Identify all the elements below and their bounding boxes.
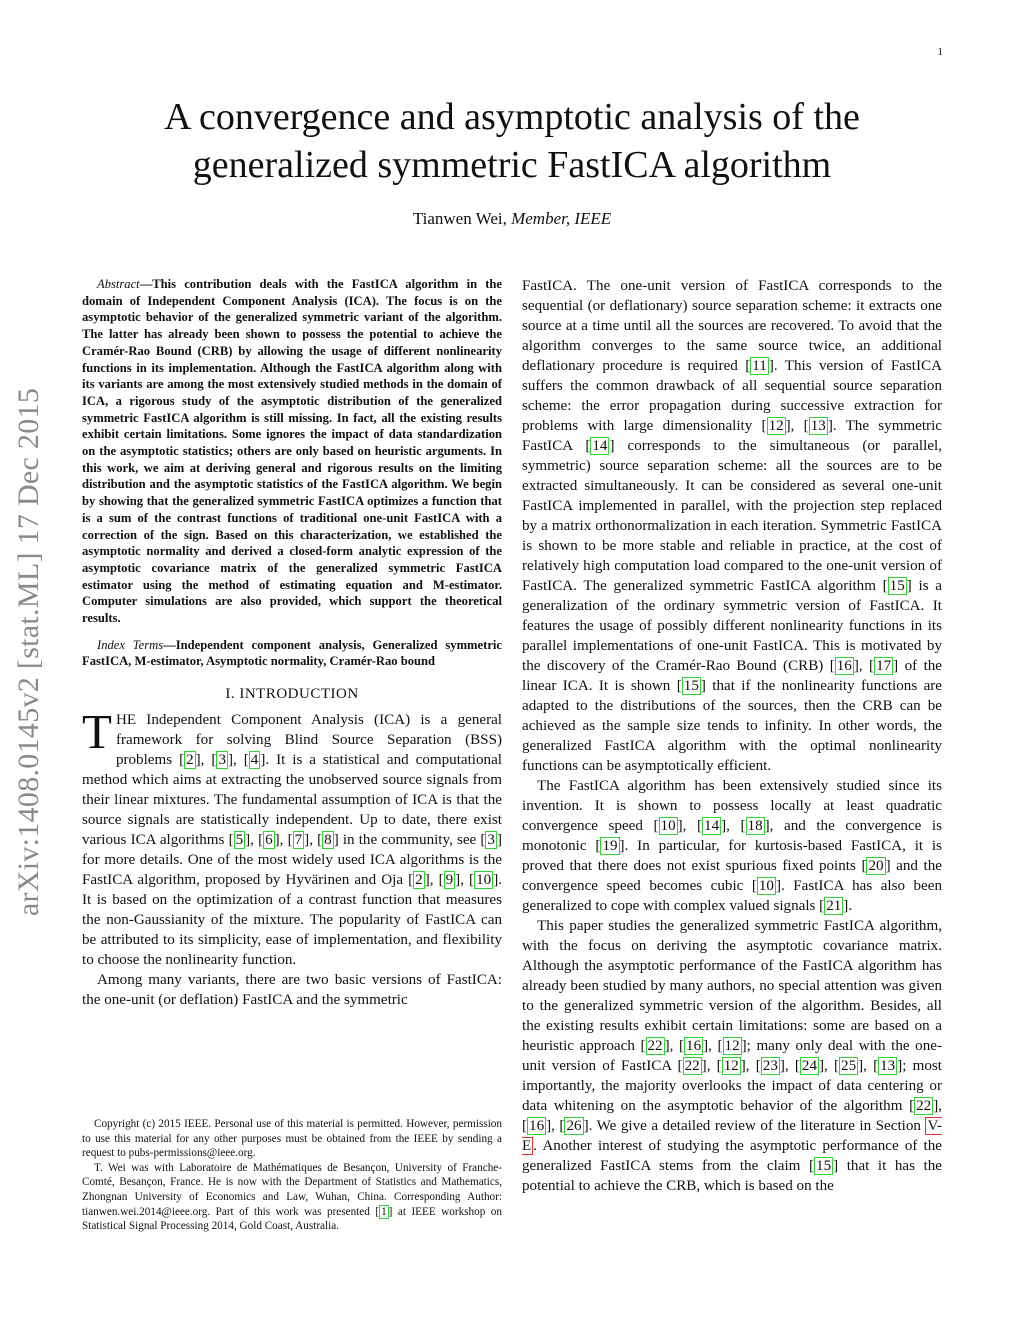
body-paragraph-1: FastICA. The one-unit version of FastICA corresponds to the sequential (or deflationary) source separation scheme: it extracts one source at a time until all the sources are recovered. To avoid that the algorithm converges to the same source twice, an additional deflationary procedure is required [ 11 ]. This version of FastICA suffers the common drawback of all sequential source separation scheme: the error propagation during successive extraction for problems with large dimensionality [ 12 ], [ 13 ]. The symmetric FastICA [ 14 ] corresponds to the simultaneous (or parallel, symmetric) source separation scheme: all the sources are to be extracted simultaneously. It can be considered as several one-unit FastICA implemented in parallel, with the projection step replaced by a matrix orthonormalization in each iteration. Symmetric FastICA is shown to be more stable and reliable in practice, at the cost of relatively high computation load compared to the one-unit version of FastICA. The generalized symmetric FastICA algorithm [ 15 ] is a generalization of the ordinary symmetric version of FastICA. It features the usage of possibly different nonlinearity functions in its parallel implementations of one-unit FastICA. This is motivated by the discovery of the Cramér-Rao Bound (CRB) [ 16 ], [ 17 ] of the linear ICA. It is shown [ 15 ] that if the nonlinearity functions are adapted to the distributions of the sources, then the CRB can be achieved as the sample size tends to infinity. In other words, the generalized FastICA algorithm with the optimal nonlinearity functions can be asymptotically efficient. (522, 278, 943, 774)
footnote (82, 1117, 502, 1234)
section-cross-reference[interactable]: V-E (522, 1118, 942, 1154)
citation-link[interactable]: 11 (752, 358, 767, 374)
title-line-2: generalized symmetric FastICA algorithm (192, 144, 832, 186)
citation-link[interactable]: 13 (810, 418, 826, 434)
citation-link[interactable]: 8 (324, 832, 332, 849)
citation-link[interactable]: 19 (602, 838, 618, 854)
copyright-notice: Copyright (c) 2015 IEEE. Personal use of this material is permitted. However, permission to use this material for any other purposes must be obtained from the IEEE by sending a request to pubs-permissions@ieee.org. (82, 1118, 502, 1160)
citation-link[interactable]: 3 (487, 832, 495, 849)
text-run: ; many only deal with the one-unit version of FastICA (522, 1038, 942, 1074)
citation-link[interactable]: 16 (529, 1118, 545, 1134)
text-run: The FastICA algorithm has been extensively studied since its invention. It is shown to possess locally at least quadratic convergence speed (522, 778, 942, 834)
abstract-text: —This contribution deals with the FastICA algorithm in the domain of Independent Component Analysis (ICA). The focus is on the asymptotic behavior of the generalized symmetric variant of the algorithm. The latter has already been shown to possess the potential to achieve the Cramér-Rao Bound (CRB) by allowing the usage of different nonlinearity functions in its implementation. Although the FastICA algorithm along with its variants are among the most extensively studied methods in the domain of ICA, a rigorous study of the asymptotic distribution of the generalized symmetric FastICA algorithm is still missing. In fact, all the existing results exhibit certain limitations. Some ignores the impact of data standardization on the asymptotic statistics; others are only based on heuristic arguments. In this work, we aim at deriving general and rigorous results on the limiting distribution and the asymptotic statistics of the FastICA algorithm. We begin by showing that the generalized symmetric FastICA optimizes a function that is a sum of the contrast functions of traditional one-unit FastICA with a correction of the sign. Based on this characterization, we established the asymptotic normality and derived a closed-form analytic expression of the asymptotic covariance matrix of the generalized symmetric FastICA estimator using the method of estimating equation and M-estimator. Computer simulations are also provided, which support the theoretical results. (82, 277, 502, 626)
text-run: . Another interest of studying the asymptotic performance of the generalized FastICA stems from the claim (522, 1138, 942, 1174)
citation-link[interactable]: 12 (723, 1058, 739, 1074)
text-run: that it has the potential to achieve the CRB, which is based on the (522, 1158, 942, 1194)
drop-cap: T (82, 704, 112, 760)
body-paragraph-3: This paper studies the generalized symmetric FastICA algorithm, with the focus on deriving the asymptotic covariance matrix. Although the asymptotic performance of the FastICA algorithm has already been studied by many authors, no special attention was given to the generalized symmetric version of the algorithm. Besides, all the existing results exhibit certain limitations: some are based on a heuristic approach [ 22 ], [ 16 ], [ 12 ]; many only deal with the one-unit version of FastICA [ 22 ], [ 12 ], [ 23 ], [ 24 ], [ 25 ], [ 13 ]; most importantly, the majority overlooks the impact of data centering or data whitening on the asymptotic behavior of the algorithm [ 22 ], [ 16 ], [ 26 ]. We give a detailed review of the literature in Section V-E . Another interest of studying the asymptotic performance of the generalized FastICA stems from the claim [ 15 ] that it has the potential to achieve the CRB, which is based on the (522, 918, 942, 1194)
paper-title (82, 93, 942, 189)
citation-link[interactable]: 25 (841, 1058, 857, 1074)
citation-link[interactable]: 21 (826, 898, 842, 914)
citation-link[interactable]: 3 (218, 752, 226, 769)
citation-link[interactable]: 16 (686, 1038, 702, 1054)
arxiv-identifier-stamp[interactable]: arXiv:1408.0145v2 [stat.ML] 17 Dec 2015 (12, 387, 45, 917)
citation-link[interactable]: 9 (445, 872, 454, 889)
section-title-initial: I (239, 686, 245, 703)
text-run: and the convergence speed becomes cubic (522, 858, 942, 894)
citation-link[interactable]: 15 (816, 1158, 832, 1174)
citation-link[interactable]: 10 (476, 872, 492, 889)
left-column (82, 276, 502, 1010)
text-run: Independent Component Analysis (ICA) is a general framework for solving Blind Source Separation (BSS) problems (115, 712, 502, 769)
text-run: . It is a statistical and computational method which aims at extracting the unobserved source signals from their linear mixtures. The fundamental assumption of ICA is that the source signals are statistically independent. Up to date, there exist various ICA algorithms (82, 752, 502, 849)
citation-link[interactable]: 14 (592, 438, 608, 454)
citation-link[interactable]: 22 (647, 1038, 663, 1054)
citation-link[interactable]: 13 (880, 1058, 896, 1074)
text-run: at IEEE workshop on Statistical Signal Processing 2014, Gold Coast, Australia. (82, 1205, 502, 1233)
citation-link[interactable]: 15 (889, 578, 905, 594)
citation-link[interactable]: 26 (566, 1118, 582, 1134)
index-terms-label: Index Terms (97, 637, 164, 652)
text-run: This paper studies the generalized symmetric FastICA algorithm, with the focus on deriving the asymptotic covariance matrix. Although the asymptotic performance of the FastICA algorithm has already been studied by many authors, no special attention was given to the generalized symmetric version of the algorithm. Besides, all the existing results exhibit certain limitations: some are based on a heuristic approach (522, 918, 942, 1054)
intro-paragraph-2: Among many variants, there are two basic versions of FastICA: the one-unit (or deflation) FastICA and the symmetric (82, 972, 502, 1009)
text-run: is a generalization of the ordinary symmetric version of FastICA. It features the usage of possibly different nonlinearity functions in its parallel implementations of one-unit FastICA. This is motivated by the discovery of the Cramér-Rao Bound (CRB) (522, 578, 942, 674)
citation-link[interactable]: 20 (868, 858, 884, 874)
text-run: in the community, see (338, 832, 481, 849)
text-run: . (848, 898, 853, 914)
citation-link[interactable]: 1 (381, 1205, 387, 1218)
title-block (82, 93, 942, 229)
citation-link[interactable]: 15 (683, 678, 699, 694)
section-title-rest: NTRODUCTION (244, 686, 359, 703)
intro-paragraph-1: THE Independent Component Analysis (ICA) is a general framework for solving Blind Source Separation (BSS) problems [ 2 ], [ 3 ], [ 4 ]. It is a statistical and computational method which aims at extracting the unobserved source signals from their linear mixtures. The fundamental assumption of ICA is that the source signals are statistically independent. Up to date, there exist various ICA algorithms [ 5 ], [ 6 ], [ 7 ], [ 8 ] in the community, see [ 3 ] for more details. One of the most widely used ICA algorithms is the FastICA algorithm, proposed by Hyvärinen and Oja [ 2 ], [ 9 ], [ 10 ]. It is based on the optimization of a contrast function that measures the non-Gaussianity of the mixture. The popularity of FastICA can be attributed to its simplicity, ease of implementation, and flexibility to choose the nonlinearity function. (82, 704, 502, 969)
citation-link[interactable]: 17 (876, 658, 892, 674)
text-run: T. Wei was with Laboratoire de Mathématiques de Besançon, University of Franche-Comté, Besançon, France. He is now with the Department of Statistics and Mathematics, Zhongnan University of Economics and Law, Wuhan, China. Corresponding Author: tianwen.wei.2014@ieee.org. Part of this work was presented (82, 1161, 502, 1218)
text-run: FastICA. The one-unit version of FastICA corresponds to the sequential (or deflationary) source separation scheme: it extracts one source at a time until all the sources are recovered. To avoid that the algorithm converges to the same source twice, an additional deflationary procedure is required (522, 278, 942, 374)
text-run: of the linear ICA. It is shown (522, 658, 943, 694)
citation-link[interactable]: 7 (294, 832, 303, 849)
text-run: . The symmetric FastICA (522, 418, 942, 454)
citation-link[interactable]: 22 (916, 1098, 932, 1114)
text-run: for more details. One of the most widely used ICA algorithms is the FastICA algorithm, proposed by Hyvärinen and Oja (82, 852, 502, 889)
right-column (522, 276, 942, 1196)
citation-link[interactable]: 24 (801, 1058, 817, 1074)
author-role: Member, IEEE (511, 209, 612, 228)
text-run: . In particular, for kurtosis-based FastICA, it is proved that there does not exist spurious fixed points (522, 838, 942, 874)
title-line-1: A convergence and asymptotic analysis of the (164, 96, 860, 138)
citation-link[interactable]: 6 (265, 832, 273, 849)
text-run: that if the nonlinearity functions are adapted to the distributions of the sources, then the CRB can be achieved as the sample size tends to infinity. In other words, the generalized FastICA algorithm with the optimal nonlinearity functions can be asymptotically efficient. (522, 678, 942, 774)
citation-link[interactable]: 23 (762, 1058, 778, 1074)
author-name: Tianwen Wei, (412, 209, 507, 228)
text-run: corresponds to the simultaneous (or parallel, symmetric) source separation scheme: all the sources are to be extracted simultaneously. It can be considered as several one-unit FastICA implemented in parallel, with the projection step replaced by a matrix orthonormalization in each iteration. Symmetric FastICA is shown to be more stable and reliable in practice, at the cost of relatively high computation load compared to the one-unit version of FastICA. The generalized symmetric FastICA algorithm (522, 438, 942, 594)
citation-link[interactable]: 4 (250, 752, 259, 769)
citation-link[interactable]: 12 (724, 1038, 740, 1054)
citation-link[interactable]: 22 (684, 1058, 700, 1074)
abstract (82, 276, 502, 627)
text-run: . FastICA has also been generalized to cope with complex valued signals (522, 878, 942, 914)
text-run: . We give a detailed review of the literature in Section (588, 1118, 926, 1134)
index-terms-text: —Independent component analysis, Generalized symmetric FastICA, M-estimator, Asymptotic normality, Cramér-Rao bound (82, 637, 503, 669)
text-run: , and the convergence is monotonic (522, 818, 942, 854)
text-run: . This version of FastICA suffers the common drawback of all sequential source separation scheme: the error propagation during successive extraction for problems with large dimensionality (522, 358, 942, 434)
citation-link[interactable]: 14 (704, 818, 720, 834)
citation-link[interactable]: 5 (235, 832, 244, 849)
citation-link[interactable]: 2 (415, 872, 423, 889)
section-numeral: I. (225, 686, 240, 703)
author-line (82, 209, 942, 229)
citation-link[interactable]: 12 (768, 418, 784, 434)
text-run: . It is based on the optimization of a contrast function that measures the non-Gaussianity of the mixture. The popularity of FastICA can be attributed to its simplicity, ease of implementation, and flexibility to choose the nonlinearity function. (82, 872, 502, 969)
citation-link[interactable]: 10 (758, 878, 774, 894)
citation-link[interactable]: 10 (660, 818, 676, 834)
citation-link[interactable]: 18 (747, 818, 763, 834)
lead-caps: HE (115, 712, 137, 729)
body-paragraph-2: The FastICA algorithm has been extensively studied since its invention. It is shown to possess locally at least quadratic convergence speed [ 10 ], [ 14 ], [ 18 ], and the convergence is monotonic [ 19 ]. In particular, for kurtosis-based FastICA, it is proved that there does not exist spurious fixed points [ 20 ] and the convergence speed becomes cubic [ 10 ]. FastICA has also been generalized to cope with complex valued signals [ 21 ]. (522, 778, 942, 914)
author-affiliation: T. Wei was with Laboratoire de Mathématiques de Besançon, University of Franche-Comté, Besançon, France. He is now with the Department of Statistics and Mathematics, Zhongnan University of Economics and Law, Wuhan, China. Corresponding Author: tianwen.wei.2014@ieee.org. Part of this work was presented [ 1 ] at IEEE workshop on Statistical Signal Processing 2014, Gold Coast, Australia. (82, 1161, 502, 1233)
page-number: 1 (937, 46, 943, 58)
citation-link[interactable]: 16 (836, 658, 852, 674)
text-run: ; most importantly, the majority overlooks the impact of data centering or data whitening on the asymptotic behavior of the algorithm (522, 1058, 942, 1114)
citation-link[interactable]: 2 (186, 752, 194, 769)
index-terms (82, 637, 502, 670)
section-heading-introduction (82, 684, 502, 704)
abstract-label: Abstract (97, 277, 140, 291)
